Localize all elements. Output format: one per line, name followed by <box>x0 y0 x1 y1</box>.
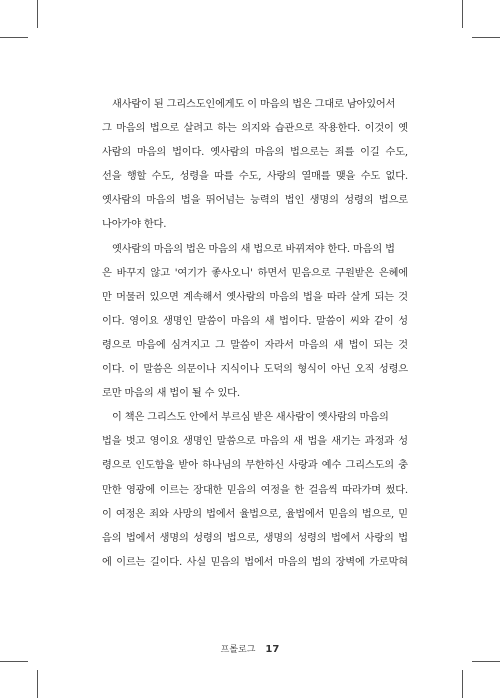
body-line: 사람의 마음의 법이다. 옛사람의 마음의 법으로는 죄를 이길 수도, <box>102 147 408 159</box>
body-line: 음의 법에서 생명의 성령의 법으로, 생명의 성령의 법에서 사랑의 법 <box>102 532 408 544</box>
body-line: 나아가야 한다. <box>102 219 167 231</box>
page-footer <box>0 642 500 655</box>
body-line: 그 마음의 법으로 살려고 하는 의지와 습관으로 작용한다. 이것이 옛 <box>102 123 408 135</box>
body-line: 이 책은 그리스도 안에서 부르심 받은 새사람이 옛사람의 마음의 <box>112 412 389 424</box>
crop-mark-bottom-right-h <box>472 661 500 662</box>
body-line: 옛사람의 마음의 법을 뛰어넘는 능력의 법인 생명의 성령의 법으로 <box>102 195 408 207</box>
body-line: 령으로 마음에 심겨지고 그 말씀이 자라서 마음의 새 법이 되는 것 <box>102 339 408 351</box>
crop-mark-top-right-h <box>472 37 500 38</box>
section-title: 프롤로그 <box>220 645 256 655</box>
body-line: 로만 마음의 새 법이 될 수 있다. <box>102 388 240 400</box>
crop-mark-top-right-v <box>462 0 463 28</box>
crop-mark-top-left-h <box>0 37 28 38</box>
body-line: 에 이르는 길이다. 사실 믿음의 법에서 마음의 법의 장벽에 가로막혀 <box>102 556 408 568</box>
body-line: 만 머물러 있으면 계속해서 옛사람의 마음의 법을 따라 살게 되는 것 <box>102 291 408 303</box>
body-line: 이 여정은 죄와 사망의 법에서 율법으로, 율법에서 믿음의 법으로, 믿 <box>102 508 408 520</box>
body-line: 법을 벗고 영이요 생명인 말씀으로 마음의 새 법을 새기는 과정과 성 <box>102 436 408 448</box>
body-line: 이다. 이 말씀은 의문이나 지식이나 도덕의 형식이 아닌 오직 성령으 <box>102 364 408 376</box>
body-line: 선을 행할 수도, 성령을 따를 수도, 사랑의 열매를 맺을 수도 없다. <box>102 171 408 183</box>
body-line: 새사람이 된 그리스도인에게도 이 마음의 법은 그대로 남아있어서 <box>112 99 396 110</box>
crop-mark-top-left-v <box>37 0 38 28</box>
body-line: 옛사람의 마음의 법은 마음의 새 법으로 바뀌져야 한다. 마음의 법 <box>112 243 395 255</box>
body-line: 이다. 영이요 생명인 말씀이 마음의 새 법이다. 말씀이 씨와 같이 성 <box>102 315 408 327</box>
crop-mark-bottom-left-v <box>37 670 38 698</box>
page-number: 17 <box>265 644 280 655</box>
body-line: 은 바꾸지 않고 '여기가 좋사오니' 하면서 믿음으로 구원받은 은혜에 <box>102 267 408 279</box>
body-line: 령으로 인도함을 받아 하나님의 무한하신 사랑과 예수 그리스도의 충 <box>102 460 408 472</box>
body-text <box>102 93 408 575</box>
body-line: 만한 영광에 이르는 장대한 믿음의 여정을 한 걸음씩 따라가며 썼다. <box>102 484 408 496</box>
crop-mark-bottom-left-h <box>0 661 28 662</box>
crop-mark-bottom-right-v <box>462 670 463 698</box>
